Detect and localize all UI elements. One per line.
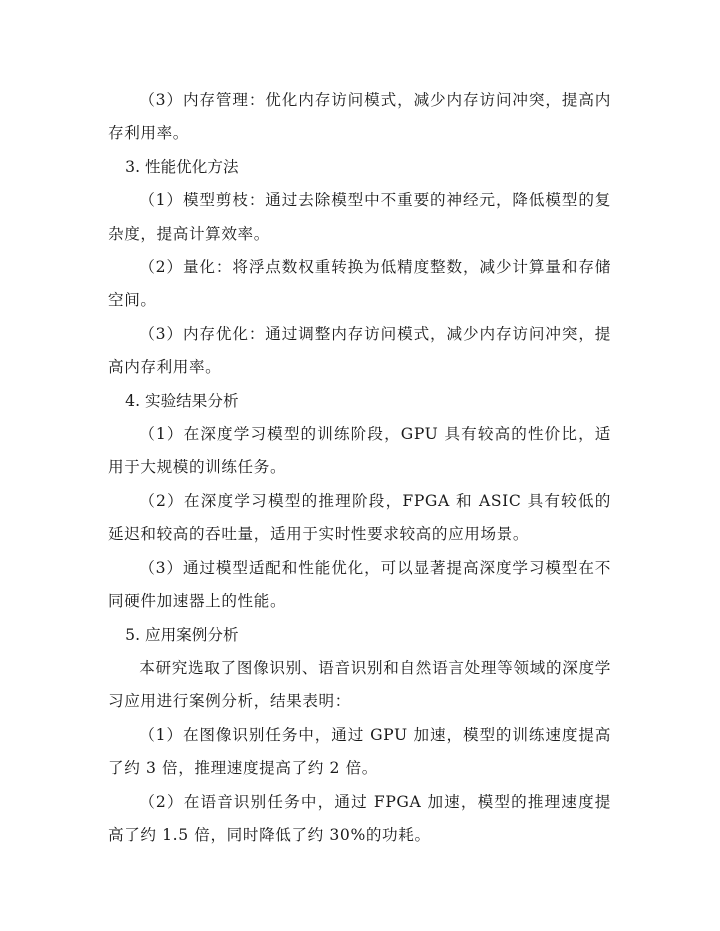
document-page: [108, 84, 611, 852]
paragraph-result-gpu: （1）在深度学习模型的训练阶段，GPU 具有较高的性价比，适用于大规模的训练任务。: [108, 425, 611, 477]
paragraph-memory-optimization: （3）内存优化：通过调整内存访问模式，减少内存访问冲突，提高内存利用率。: [108, 324, 611, 377]
paragraph-case-image: （1）在图像识别任务中，通过 GPU 加速，模型的训练速度提高了约 3 倍，推理速度提高了约 2 倍。: [108, 725, 611, 778]
paragraph-pruning: （1）模型剪枝：通过去除模型中不重要的神经元，降低模型的复杂度，提高计算效率。: [108, 191, 611, 243]
paragraph-result-adaptation: （3）通过模型适配和性能优化，可以显著提高深度学习模型在不同硬件加速器上的性能。: [108, 558, 611, 611]
paragraph-case-intro: 本研究选取了图像识别、语音识别和自然语言处理等领域的深度学习应用进行案例分析，结果表明：: [108, 658, 611, 711]
section-heading-optimization: 3. 性能优化方法: [125, 157, 239, 176]
section-heading-results: 4. 实验结果分析: [125, 391, 239, 410]
paragraph-case-speech: （2）在语音识别任务中，通过 FPGA 加速，模型的推理速度提高了约 1.5 倍，同时降低了约 30%的功耗。: [108, 792, 611, 844]
paragraph-result-fpga-asic: （2）在深度学习模型的推理阶段，FPGA 和 ASIC 具有较低的延迟和较高的吞吐量，适用于实时性要求较高的应用场景。: [108, 491, 611, 544]
section-heading-cases: 5. 应用案例分析: [125, 625, 239, 644]
paragraph-quantization: （2）量化：将浮点数权重转换为低精度整数，减少计算量和存储空间。: [108, 258, 611, 310]
paragraph-memory-management: （3）内存管理：优化内存访问模式，减少内存访问冲突，提高内存利用率。: [108, 91, 611, 143]
